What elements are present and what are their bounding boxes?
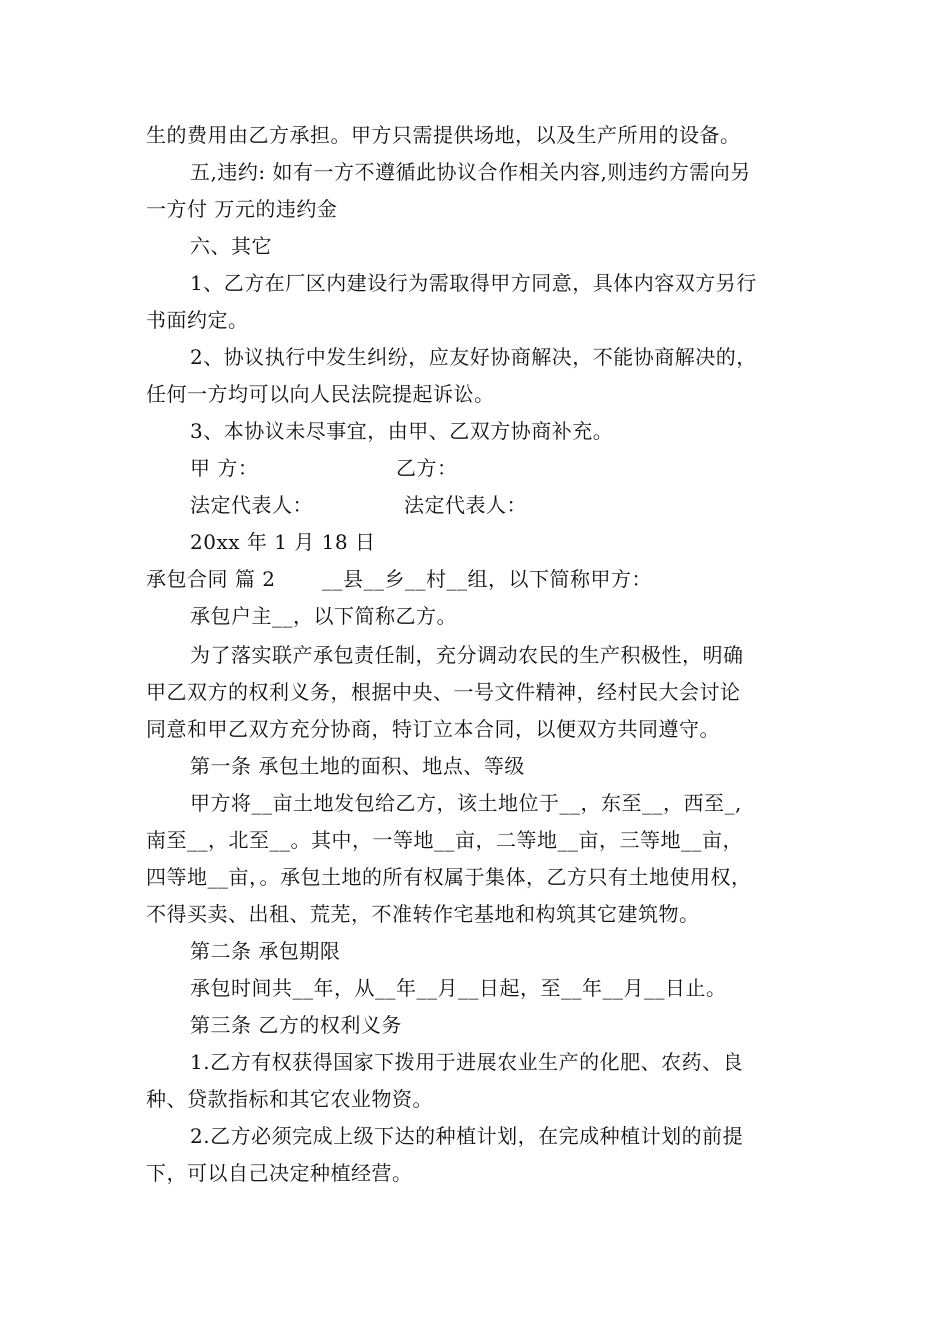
text-line: 2、协议执行中发生纠纷，应友好协商解决，不能协商解决的， xyxy=(190,345,757,369)
text-line: 为了落实联产承包责任制，充分调动农民的生产积极性，明确 xyxy=(190,643,744,667)
party-b-label: 乙方： xyxy=(396,456,458,480)
text-line: 同意和甲乙双方充分协商，特订立本合同，以便双方共同遵守。 xyxy=(146,717,720,741)
text-line: 南至__，北至__。其中，一等地__亩，二等地__亩，三等地__亩， xyxy=(146,828,743,852)
section-heading: 六、其它 xyxy=(190,234,272,258)
text-line: 3、本协议未尽事宜，由甲、乙双方协商补充。 xyxy=(190,419,614,443)
text-line: 任何一方均可以向人民法院提起诉讼。 xyxy=(146,382,495,406)
text-line: 承包时间共__年，从__年__月__日起，至__年__月__日止。 xyxy=(190,976,727,1000)
contract-title: 承包合同 篇 2 xyxy=(146,567,276,591)
text-line: 1、乙方在厂区内建设行为需取得甲方同意，具体内容双方另行 xyxy=(190,271,757,295)
article-heading: 第三条 乙方的权利义务 xyxy=(190,1013,402,1037)
article-heading: 第一条 承包土地的面积、地点、等级 xyxy=(190,754,525,778)
text-line: 种、贷款指标和其它农业物资。 xyxy=(146,1087,433,1111)
party-b-representative-label: 法定代表人： xyxy=(404,493,527,517)
text-line: 生的费用由乙方承担。甲方只需提供场地，以及生产所用的设备。 xyxy=(146,123,741,147)
text-line: 四等地__亩，。承包土地的所有权属于集体，乙方只有土地使用权， xyxy=(146,865,752,889)
text-line: 甲乙双方的权利义务，根据中央、一号文件精神，经村民大会讨论 xyxy=(146,680,741,704)
text-line: 一方付 万元的违约金 xyxy=(146,197,338,221)
text-line: 1.乙方有权获得国家下拨用于进展农业生产的化肥、农药、良 xyxy=(190,1050,744,1074)
article-heading: 第二条 承包期限 xyxy=(190,939,341,963)
party-a-label: 甲 方： xyxy=(190,456,259,480)
party-a-representative-label: 法定代表人： xyxy=(190,493,313,517)
text-line: 不得买卖、出租、荒芜，不准转作宅基地和构筑其它建筑物。 xyxy=(146,902,700,926)
text-line: 承包户主__，以下简称乙方。 xyxy=(190,604,457,628)
text-line: 2.乙方必须完成上级下达的种植计划，在完成种植计划的前提 xyxy=(190,1124,744,1148)
text-line: 甲方将__亩土地发包给乙方，该土地位于__，东至__，西至_, xyxy=(190,791,742,815)
text-line: 五,违约: 如有一方不遵循此协议合作相关内容,则违约方需向另 xyxy=(190,160,751,184)
text-line: 下，可以自己决定种植经营。 xyxy=(146,1161,413,1185)
text-line: __县__乡__村__组，以下简称甲方： xyxy=(322,567,652,591)
signing-date: 20xx 年 1 月 18 日 xyxy=(190,530,376,554)
text-line: 书面约定。 xyxy=(146,308,249,332)
